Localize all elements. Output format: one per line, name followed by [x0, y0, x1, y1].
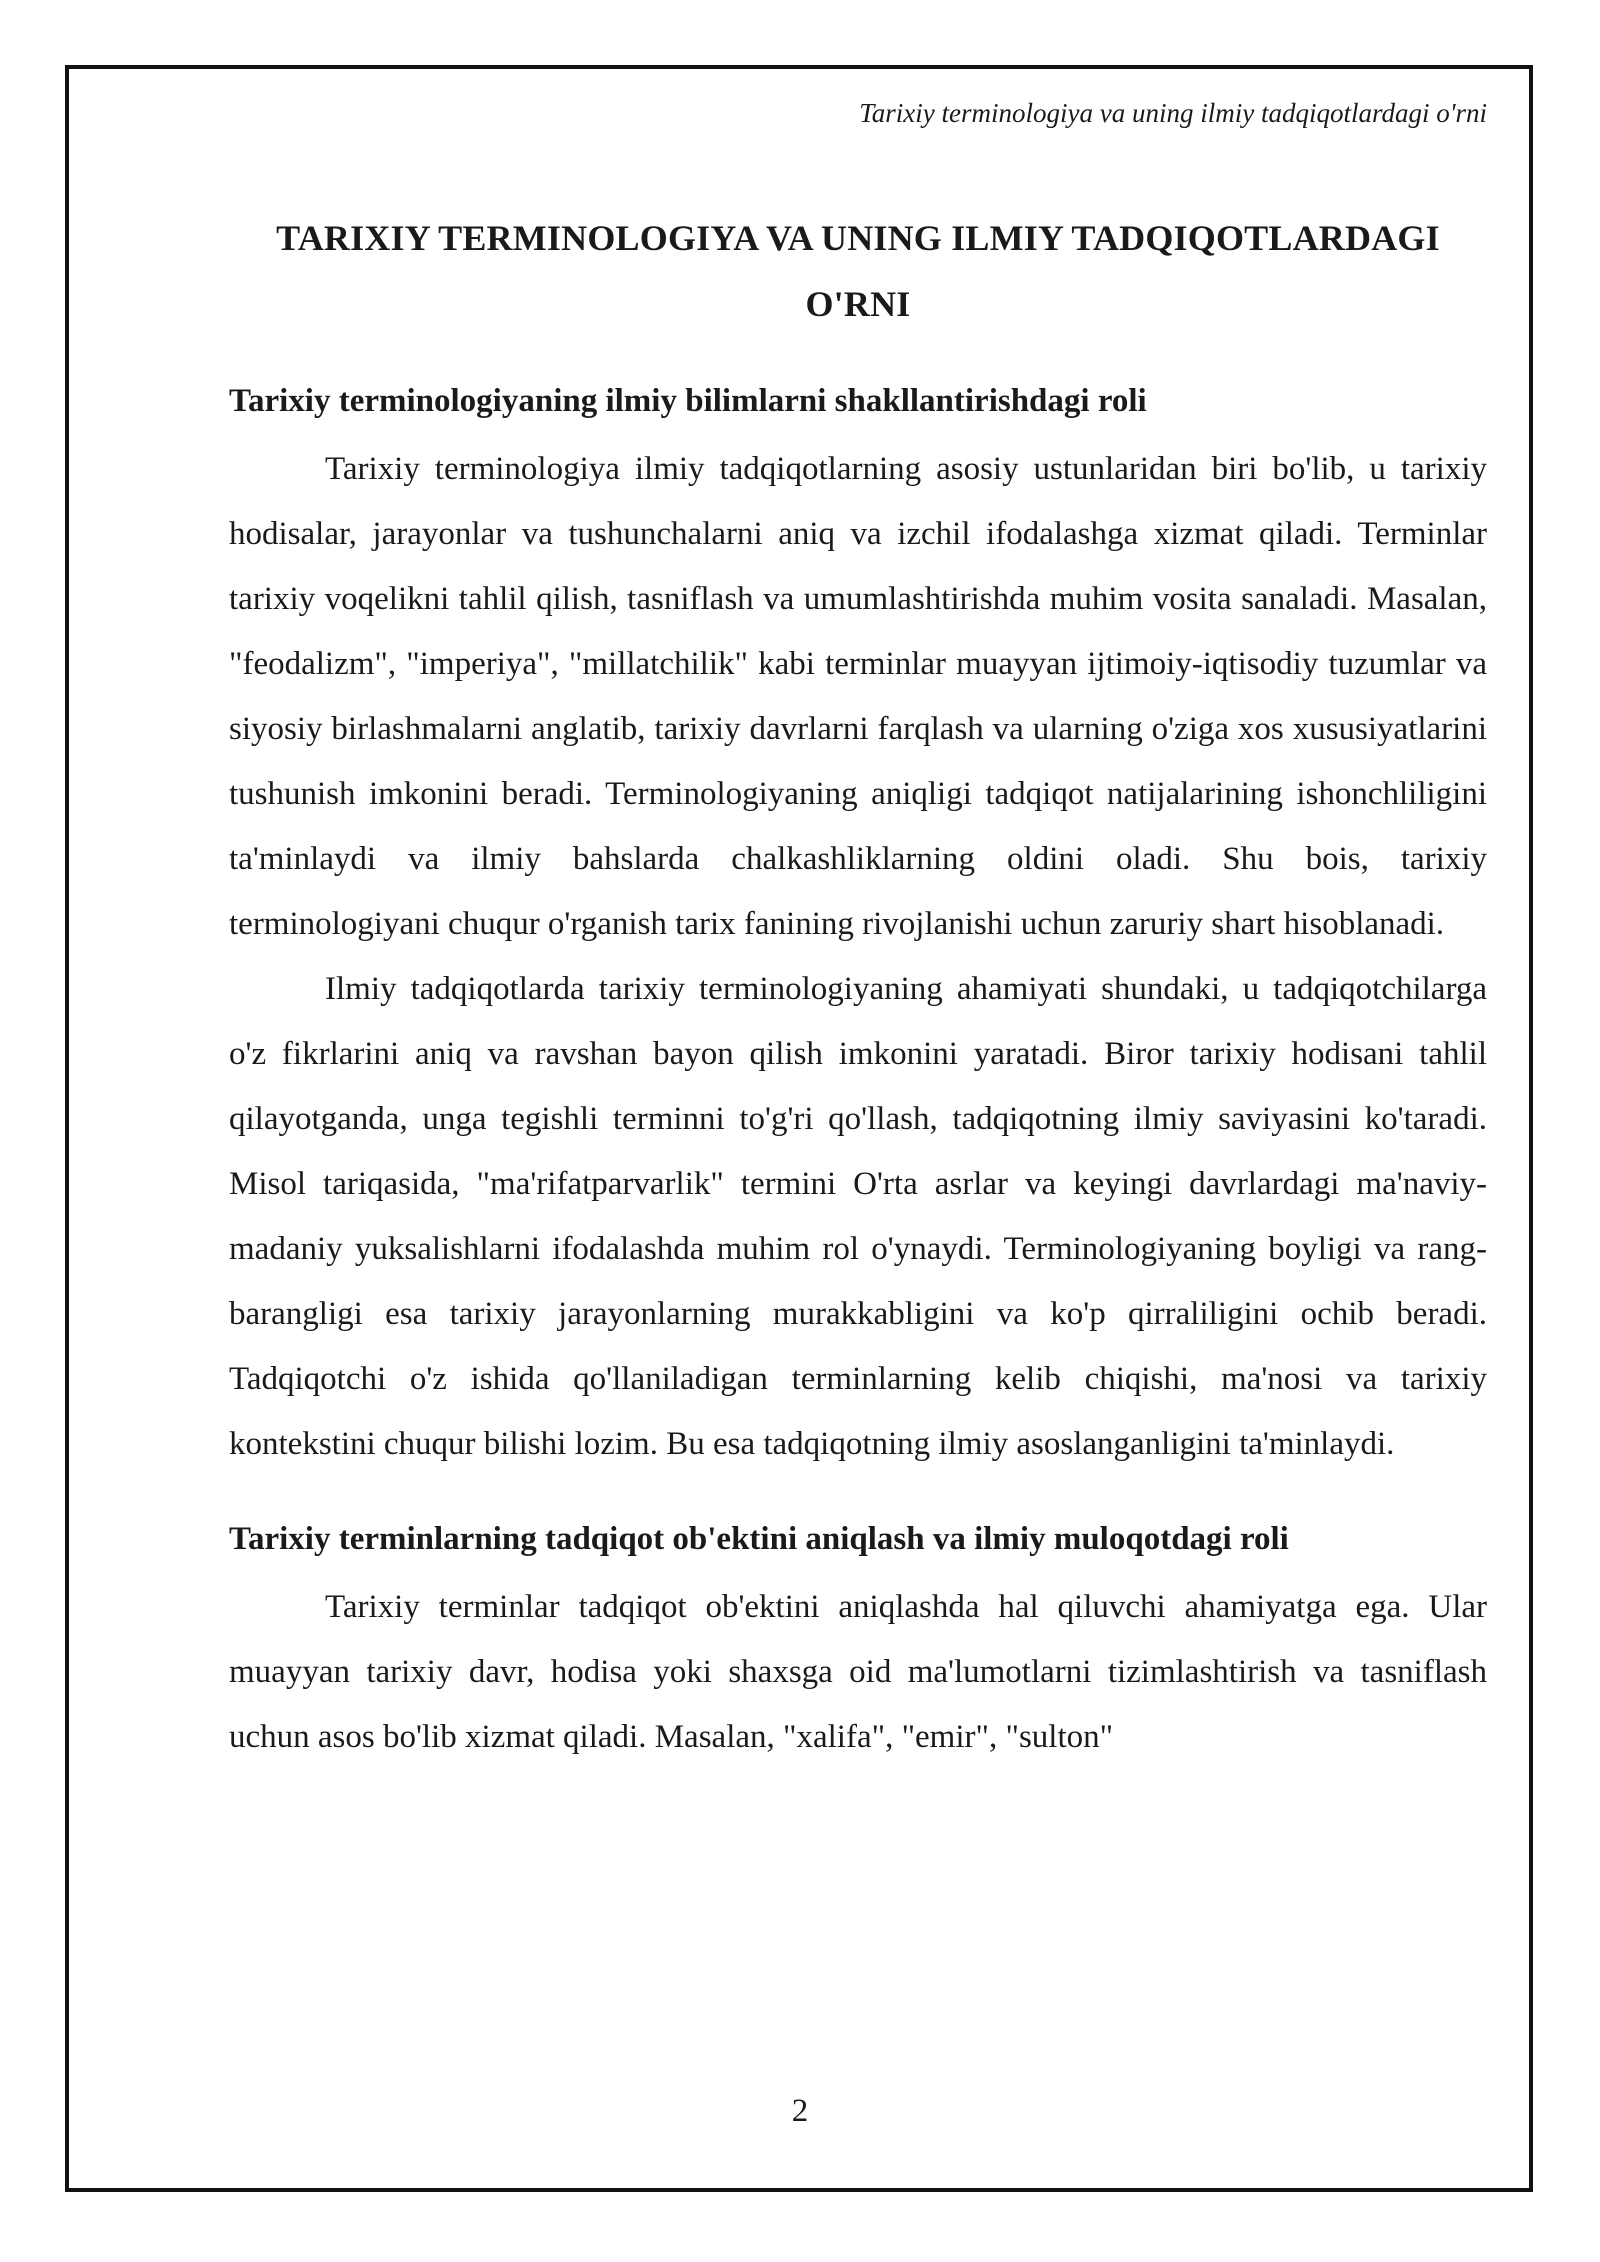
section-heading: Tarixiy terminlarning tadqiqot ob'ektini aniqlash va ilmiy muloqotdagi roli	[229, 1521, 1289, 1557]
page-number: 2	[791, 2093, 809, 2129]
page-content	[229, 205, 1487, 1770]
document-title-line-2: O'RNI	[805, 284, 911, 324]
section-1	[229, 379, 1487, 1477]
paragraph: Tarixiy terminlar tadqiqot ob'ektini aniqlashda hal qiluvchi ahamiyatga ega. Ular muayyan tarixiy davr, hodisa yoki shaxsga oid ma'lumotlarni tizimlashtirish va tasniflash uchun asos bo'lib xizmat qiladi. Masalan, "xalifa", "emir", "sulton"	[229, 1589, 1487, 1755]
running-header: Tarixiy terminologiya va uning ilmiy tadqiqotlardagi o'rni	[859, 98, 1487, 128]
document-title-line-1: TARIXIY TERMINOLOGIYA VA UNING ILMIY TADQIQOTLARDAGI	[276, 218, 1440, 258]
section-heading: Tarixiy terminologiyaning ilmiy bilimlarni shakllantirishdagi roli	[229, 383, 1147, 419]
document-title	[229, 205, 1487, 337]
section-2	[229, 1517, 1487, 1770]
paragraph: Ilmiy tadqiqotlarda tarixiy terminologiyaning ahamiyati shundaki, u tadqiqotchilarga o'z fikrlarini aniq va ravshan bayon qilish imkonini yaratadi. Biror tarixiy hodisani tahlil qilayotganda, unga tegishli terminni to'g'ri qo'llash, tadqiqotning ilmiy saviyasini ko'taradi. Misol tariqasida, "ma'rifatparvarlik" termini O'rta asrlar va keyingi davrlardagi ma'naviy-madaniy yuksalishlarni ifodalashda muhim rol o'ynaydi. Terminologiyaning boyligi va rang-barangligi esa tarixiy jarayonlarning murakkabligini va ko'p qirraliligini ochib beradi. Tadqiqotchi o'z ishida qo'llaniladigan terminlarning kelib chiqishi, ma'nosi va tarixiy kontekstini chuqur bilishi lozim. Bu esa tadqiqotning ilmiy asoslanganligini ta'minlaydi.	[229, 971, 1487, 1462]
paragraph: Tarixiy terminologiya ilmiy tadqiqotlarning asosiy ustunlaridan biri bo'lib, u tarixiy hodisalar, jarayonlar va tushunchalarni aniq va izchil ifodalashga xizmat qiladi. Terminlar tarixiy voqelikni tahlil qilish, tasniflash va umumlashtirishda muhim vosita sanaladi. Masalan, "feodalizm", "imperiya", "millatchilik" kabi terminlar muayyan ijtimoiy-iqtisodiy tuzumlar va siyosiy birlashmalarni anglatib, tarixiy davrlarni farqlash va ularning o'ziga xos xususiyatlarini tushunish imkonini beradi. Terminologiyaning aniqligi tadqiqot natijalarining ishonchliligini ta'minlaydi va ilmiy bahslarda chalkashliklarning oldini oladi. Shu bois, tarixiy terminologiyani chuqur o'rganish tarix fanining rivojlanishi uchun zaruriy shart hisoblanadi.	[229, 451, 1487, 942]
